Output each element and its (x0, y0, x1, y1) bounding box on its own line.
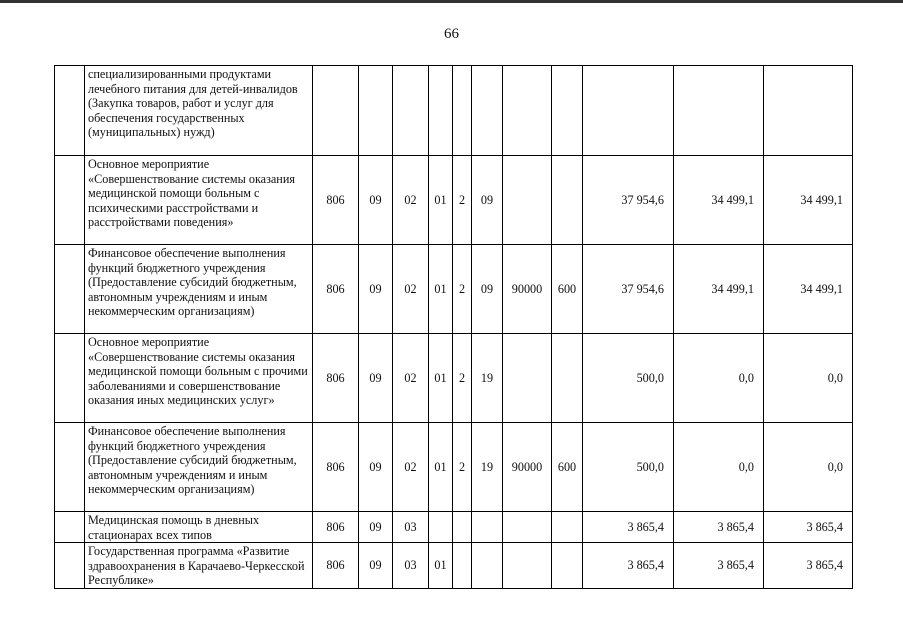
expense-type-cell: 600 (552, 245, 583, 334)
amount-year-1-cell: 37 954,6 (583, 245, 674, 334)
main-activity-code-cell (472, 543, 503, 589)
grbs-code-cell: 806 (313, 543, 359, 589)
scan-top-edge (0, 0, 903, 3)
item-name-cell: Основное мероприятие «Совершенствование системы оказания медицинской помощи больным с психическими расстройствами и расстройствами поведения» (85, 156, 313, 245)
grbs-code-cell (313, 66, 359, 156)
subsection-code-cell: 02 (393, 156, 429, 245)
amount-year-3-cell: 34 499,1 (764, 245, 853, 334)
amount-year-1-cell (583, 66, 674, 156)
direction-code-cell (503, 66, 552, 156)
grbs-code-cell: 806 (313, 423, 359, 512)
subsection-code-cell: 02 (393, 334, 429, 423)
row-number-cell (55, 512, 85, 543)
expense-type-cell (552, 512, 583, 543)
item-name-cell: Финансовое обеспечение выполнения функций бюджетного учреждения (Предоставление субсидий бюджетным, автономным учреждениям и иным некоммерческим организациям) (85, 423, 313, 512)
program-code-cell: 01 (429, 156, 453, 245)
program-code-cell (429, 66, 453, 156)
amount-year-2-cell: 34 499,1 (674, 245, 764, 334)
subprogram-code-cell: 2 (453, 423, 472, 512)
grbs-code-cell: 806 (313, 512, 359, 543)
section-code-cell: 09 (359, 156, 393, 245)
table-row (55, 543, 853, 589)
item-name-cell: специализированными продуктами лечебного питания для детей-инвалидов (Закупка товаров, работ и услуг для обеспечения государственных (муниципальных) нужд) (85, 66, 313, 156)
table-row (55, 512, 853, 543)
section-code-cell: 09 (359, 423, 393, 512)
row-number-cell (55, 423, 85, 512)
subsection-code-cell (393, 66, 429, 156)
amount-year-2-cell (674, 66, 764, 156)
table-row (55, 423, 853, 512)
grbs-code-cell: 806 (313, 156, 359, 245)
amount-year-3-cell: 0,0 (764, 423, 853, 512)
amount-year-1-cell: 500,0 (583, 334, 674, 423)
subsection-code-cell: 02 (393, 423, 429, 512)
direction-code-cell (503, 334, 552, 423)
main-activity-code-cell: 09 (472, 156, 503, 245)
item-name-cell: Медицинская помощь в дневных стационарах всех типов (85, 512, 313, 543)
amount-year-2-cell: 0,0 (674, 334, 764, 423)
program-code-cell: 01 (429, 423, 453, 512)
amount-year-2-cell: 34 499,1 (674, 156, 764, 245)
amount-year-1-cell: 3 865,4 (583, 543, 674, 589)
amount-year-3-cell (764, 66, 853, 156)
section-code-cell: 09 (359, 543, 393, 589)
main-activity-code-cell (472, 66, 503, 156)
row-number-cell (55, 66, 85, 156)
amount-year-3-cell: 3 865,4 (764, 512, 853, 543)
table-row (55, 334, 853, 423)
table-row (55, 66, 853, 156)
item-name-cell: Основное мероприятие «Совершенствование системы оказания медицинской помощи больным с прочими заболеваниями и совершенствование оказания иных медицинских услуг» (85, 334, 313, 423)
amount-year-1-cell: 500,0 (583, 423, 674, 512)
subsection-code-cell: 03 (393, 543, 429, 589)
amount-year-3-cell: 34 499,1 (764, 156, 853, 245)
subprogram-code-cell (453, 66, 472, 156)
section-code-cell: 09 (359, 334, 393, 423)
grbs-code-cell: 806 (313, 334, 359, 423)
subsection-code-cell: 03 (393, 512, 429, 543)
amount-year-2-cell: 3 865,4 (674, 543, 764, 589)
section-code-cell (359, 66, 393, 156)
direction-code-cell: 90000 (503, 245, 552, 334)
grbs-code-cell: 806 (313, 245, 359, 334)
program-code-cell: 01 (429, 543, 453, 589)
direction-code-cell: 90000 (503, 423, 552, 512)
subprogram-code-cell (453, 543, 472, 589)
subprogram-code-cell: 2 (453, 156, 472, 245)
main-activity-code-cell: 19 (472, 334, 503, 423)
amount-year-3-cell: 3 865,4 (764, 543, 853, 589)
page-number: 66 (444, 26, 459, 42)
subprogram-code-cell: 2 (453, 334, 472, 423)
section-code-cell: 09 (359, 245, 393, 334)
subprogram-code-cell: 2 (453, 245, 472, 334)
table-row (55, 156, 853, 245)
row-number-cell (55, 543, 85, 589)
amount-year-1-cell: 3 865,4 (583, 512, 674, 543)
main-activity-code-cell: 09 (472, 245, 503, 334)
row-number-cell (55, 334, 85, 423)
item-name-cell: Финансовое обеспечение выполнения функций бюджетного учреждения (Предоставление субсидий бюджетным, автономным учреждениям и иным некоммерческим организациям) (85, 245, 313, 334)
program-code-cell: 01 (429, 245, 453, 334)
main-activity-code-cell (472, 512, 503, 543)
table-row (55, 245, 853, 334)
amount-year-2-cell: 0,0 (674, 423, 764, 512)
row-number-cell (55, 245, 85, 334)
budget-table (54, 65, 853, 589)
section-code-cell: 09 (359, 512, 393, 543)
subsection-code-cell: 02 (393, 245, 429, 334)
expense-type-cell (552, 334, 583, 423)
program-code-cell: 01 (429, 334, 453, 423)
program-code-cell (429, 512, 453, 543)
item-name-cell: Государственная программа «Развитие здравоохранения в Карачаево-Черкесской Республике» (85, 543, 313, 589)
subprogram-code-cell (453, 512, 472, 543)
expense-type-cell: 600 (552, 423, 583, 512)
expense-type-cell (552, 543, 583, 589)
direction-code-cell (503, 512, 552, 543)
amount-year-2-cell: 3 865,4 (674, 512, 764, 543)
amount-year-1-cell: 37 954,6 (583, 156, 674, 245)
main-activity-code-cell: 19 (472, 423, 503, 512)
direction-code-cell (503, 543, 552, 589)
amount-year-3-cell: 0,0 (764, 334, 853, 423)
expense-type-cell (552, 156, 583, 245)
expense-type-cell (552, 66, 583, 156)
row-number-cell (55, 156, 85, 245)
direction-code-cell (503, 156, 552, 245)
